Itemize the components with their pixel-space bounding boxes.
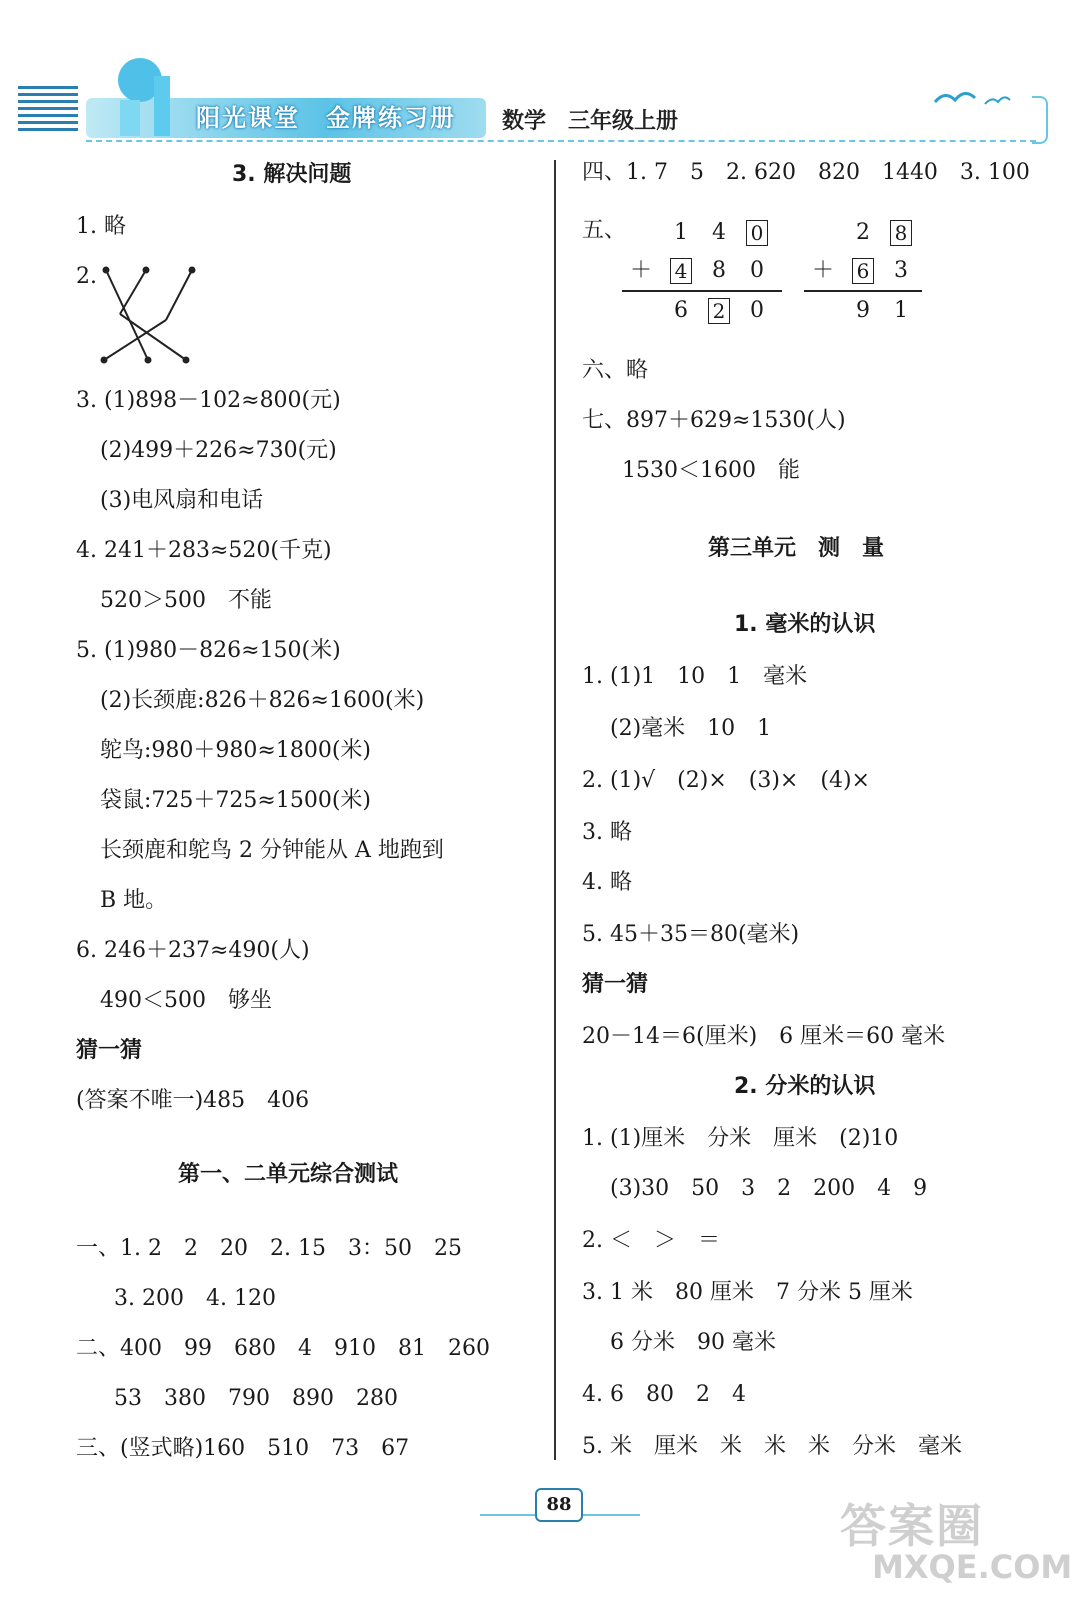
answer-line: 3. 1 米 80 厘米 7 分米 5 厘米 [582, 1280, 913, 1305]
answer-line: 七、897＋629≈1530(人) [582, 408, 846, 433]
filled-box: 8 [890, 220, 912, 246]
answer-line: 三、(竖式略)160 510 73 67 [76, 1436, 410, 1461]
answer-line: B 地。 [100, 888, 168, 913]
watermark-url: MXQE.COM [872, 1548, 1073, 1586]
answer-line: 一、1. 2 2 20 2. 15 3：50 25 [76, 1236, 462, 1261]
page-number: 88 [535, 1488, 583, 1522]
answer-line: 4. 6 80 2 4 [582, 1382, 746, 1407]
filled-box: 4 [670, 258, 692, 284]
series-title: 阳光课堂 金牌练习册 [196, 104, 456, 132]
answer-line: 1. (1)1 10 1 毫米 [582, 664, 808, 689]
answer-line: 2. (1)√ (2)× (3)× (4)× [582, 768, 870, 793]
answer-line: 520＞500 不能 [100, 588, 272, 613]
filled-box: 6 [852, 258, 874, 284]
header-corner-deco [1032, 96, 1048, 144]
digit: 8 [712, 258, 726, 283]
answer-line: 六、略 [582, 358, 649, 383]
answer-line: 490＜500 够坐 [100, 988, 272, 1013]
section-title-problem-solving: 3. 解决问题 [232, 162, 352, 187]
answer-line: 4. 241＋283≈520(千克) [76, 538, 332, 563]
answer-line: 四、1. 7 5 2. 620 820 1440 3. 100 [582, 160, 1030, 185]
sum-line [622, 290, 782, 292]
section-title-unit-test: 第一、二单元综合测试 [178, 1162, 399, 1187]
digit: 9 [856, 298, 870, 323]
guess-heading: 猜一猜 [76, 1038, 143, 1063]
plus-sign: ＋ [630, 258, 653, 283]
header-stripes [18, 86, 78, 142]
watermark-logo: 答案圈 [840, 1499, 984, 1553]
answer-line: (3)30 50 3 2 200 4 9 [610, 1176, 928, 1201]
answer-line: 2. [76, 264, 97, 289]
answer-line: 1530＜1600 能 [622, 458, 800, 483]
answer-line: (2)毫米 10 1 [610, 716, 772, 741]
answer-line: (2)499＋226≈730(元) [100, 438, 337, 463]
answer-line: (2)长颈鹿:826＋826≈1600(米) [100, 688, 425, 713]
subject-title: 数学 三年级上册 [502, 109, 679, 134]
filled-box: 0 [746, 220, 768, 246]
answer-line: 鸵鸟:980＋980≈1800(米) [100, 738, 371, 763]
matching-lines-diagram [96, 262, 206, 372]
lighthouse-icon [100, 40, 200, 140]
digit: 0 [750, 298, 764, 323]
answer-line: 2. ＜ ＞ ＝ [582, 1228, 720, 1253]
answer-line: 3. 略 [582, 820, 632, 845]
birds-icon [930, 82, 1020, 112]
answer-line: 3. (1)898－102≈800(元) [76, 388, 341, 413]
answer-line: 袋鼠:725＋725≈1500(米) [100, 788, 371, 813]
answer-line: 1. 略 [76, 214, 126, 239]
answer-line: 4. 略 [582, 870, 632, 895]
plus-sign: ＋ [812, 258, 835, 283]
digit: 3 [894, 258, 908, 283]
answer-line: 3. 200 4. 120 [114, 1286, 276, 1311]
answer-line: 五、 [582, 218, 627, 243]
section-title-millimeter: 1. 毫米的认识 [734, 612, 876, 637]
answer-line: 长颈鹿和鸵鸟 2 分钟能从 A 地跑到 [100, 838, 444, 863]
answer-line: 1. (1)厘米 分米 厘米 (2)10 [582, 1126, 899, 1151]
answer-line: 5. (1)980－826≈150(米) [76, 638, 341, 663]
digit: 2 [856, 220, 870, 245]
digit: 6 [674, 298, 688, 323]
digit: 1 [674, 220, 688, 245]
filled-box: 2 [708, 298, 730, 324]
guess-heading: 猜一猜 [582, 972, 649, 997]
answer-line: 6 分米 90 毫米 [610, 1330, 776, 1355]
answer-line: 20－14＝6(厘米) 6 厘米＝60 毫米 [582, 1024, 946, 1049]
answer-line: 6. 246＋237≈490(人) [76, 938, 310, 963]
answer-line: (答案不唯一)485 406 [76, 1088, 310, 1113]
section-title-decimeter: 2. 分米的认识 [734, 1074, 876, 1099]
answer-line: 5. 45＋35＝80(毫米) [582, 922, 800, 947]
answer-line: 二、400 99 680 4 910 81 260 [76, 1336, 490, 1361]
answer-line: (3)电风扇和电话 [100, 488, 264, 513]
header-divider [86, 140, 1036, 142]
answer-line: 53 380 790 890 280 [114, 1386, 398, 1411]
column-divider [554, 160, 556, 1460]
digit: 4 [712, 220, 726, 245]
answer-line: 5. 米 厘米 米 米 米 分米 毫米 [582, 1434, 962, 1459]
digit: 0 [750, 258, 764, 283]
sum-line [804, 290, 922, 292]
digit: 1 [894, 298, 908, 323]
unit-title: 第三单元 测 量 [708, 536, 885, 561]
page-header [0, 0, 1085, 150]
